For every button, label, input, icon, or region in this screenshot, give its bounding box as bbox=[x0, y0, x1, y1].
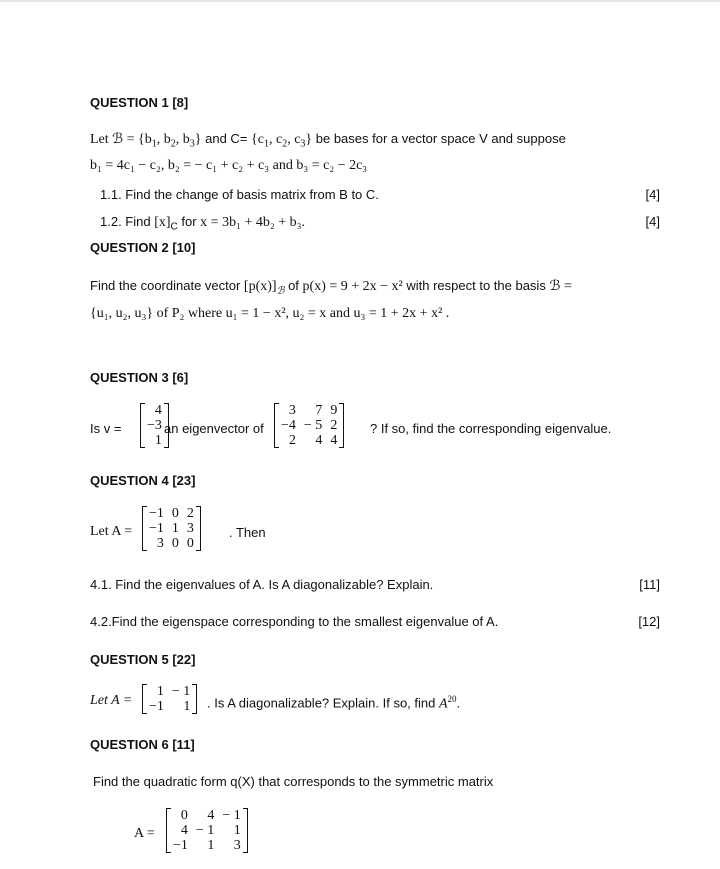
matrix-cell: 0 bbox=[171, 506, 179, 521]
q5-prefix: Let A = bbox=[90, 693, 133, 708]
matrix-cell: −3 bbox=[147, 418, 162, 433]
matrix-cell: 2 bbox=[288, 433, 296, 448]
q1-item1-marks: [4] bbox=[645, 187, 660, 202]
matrix-cell: − 5 bbox=[303, 418, 323, 433]
q6-prefix: A = bbox=[134, 826, 155, 841]
q3-heading: QUESTION 3 [6] bbox=[90, 370, 189, 385]
matrix-cell: 0 bbox=[171, 536, 179, 551]
matrix-cell: 0 bbox=[186, 536, 194, 551]
matrix-cell: −1 bbox=[173, 838, 188, 853]
q1-item2: 1.2. Find $[x]_C$ for x = 3b₁ + 4b₂ + b₃. bbox=[100, 214, 306, 233]
matrix-cell: − 1 bbox=[222, 808, 241, 823]
q6-line: Find the quadratic form q(X) that corresponds to the symmetric matrix bbox=[93, 774, 494, 789]
matrix-cell: 4 bbox=[315, 433, 323, 448]
matrix-cell: 3 bbox=[186, 521, 194, 536]
q1-heading: QUESTION 1 [8] bbox=[90, 95, 189, 110]
matrix-cell: 2 bbox=[186, 506, 194, 521]
matrix-cell: 3 bbox=[288, 403, 296, 418]
matrix-cell: 1 bbox=[154, 433, 162, 448]
q4-prefix: Let A = bbox=[90, 524, 133, 539]
q5-suffix: . Is A diagonalizable? Explain. If so, find $A^{20}$. bbox=[207, 694, 461, 712]
q1-item2-marks: [4] bbox=[645, 214, 660, 229]
matrix-cell: 4 bbox=[330, 433, 338, 448]
q4-item1-marks: [11] bbox=[639, 577, 660, 592]
matrix-cell: 1 bbox=[183, 699, 191, 714]
q3-prefix: Is v = bbox=[90, 421, 122, 436]
q3-matrix bbox=[274, 403, 344, 448]
q5-heading: QUESTION 5 [22] bbox=[90, 652, 196, 667]
q4-item2: 4.2.Find the eigenspace corresponding to the smallest eigenvalue of A. bbox=[90, 614, 499, 629]
q3-middle: an eigenvector of bbox=[164, 421, 264, 436]
matrix-cell: 1 bbox=[156, 684, 164, 699]
q5-matrix bbox=[142, 684, 197, 714]
matrix-cell: − 1 bbox=[171, 684, 191, 699]
q6-heading: QUESTION 6 [11] bbox=[90, 737, 195, 752]
q2-line2: {u₁, u₂, u₃} of P₂ where u₁ = 1 − x², u₂ = x and u₃ = 1 + 2x + x² . bbox=[90, 306, 450, 321]
matrix-cell: 0 bbox=[180, 808, 188, 823]
matrix-cell: 1 bbox=[207, 838, 215, 853]
matrix-cell: 2 bbox=[330, 418, 338, 433]
q2-line1: Find the coordinate vector $[p(x)]_ℬ$ of p(x) = 9 + 2x − x² with respect to the basis ℬ = bbox=[90, 278, 572, 297]
matrix-cell: 3 bbox=[156, 536, 164, 551]
matrix-cell: 4 bbox=[180, 823, 188, 838]
top-border bbox=[0, 0, 720, 2]
q1-line2: b₁ = 4c₁ − c₂, b₂ = − c₁ + c₂ + c₃ and b₃ = c₂ − 2c₃ bbox=[90, 158, 368, 173]
matrix-cell: −1 bbox=[149, 506, 164, 521]
matrix-cell: 3 bbox=[233, 838, 241, 853]
matrix-cell: 9 bbox=[330, 403, 338, 418]
matrix-cell: − 1 bbox=[195, 823, 215, 838]
q4-item1: 4.1. Find the eigenvalues of A. Is A diagonalizable? Explain. bbox=[90, 577, 434, 592]
q4-suffix: . Then bbox=[229, 525, 266, 540]
matrix-cell: 4 bbox=[154, 403, 162, 418]
q1-item1: 1.1. Find the change of basis matrix from B to C. bbox=[100, 187, 379, 202]
matrix-cell: 7 bbox=[315, 403, 323, 418]
matrix-cell: −1 bbox=[149, 699, 164, 714]
matrix-cell: 1 bbox=[233, 823, 241, 838]
q2-heading: QUESTION 2 [10] bbox=[90, 240, 196, 255]
q4-matrix bbox=[142, 506, 201, 551]
matrix-cell: −1 bbox=[149, 521, 164, 536]
q4-item2-marks: [12] bbox=[638, 614, 660, 629]
matrix-cell: 1 bbox=[171, 521, 179, 536]
q6-matrix bbox=[166, 808, 248, 853]
matrix-cell: −4 bbox=[281, 418, 296, 433]
matrix-cell: 4 bbox=[207, 808, 215, 823]
q3-suffix: ? If so, find the corresponding eigenvalue. bbox=[370, 421, 612, 436]
q4-heading: QUESTION 4 [23] bbox=[90, 473, 196, 488]
q1-line1: Let ℬ = {$b_1$, $b_2$, $b_3$} and $C= \{c_1$, $c_2$, $c_3$} be bases for a vector space V and suppose bbox=[90, 131, 566, 150]
